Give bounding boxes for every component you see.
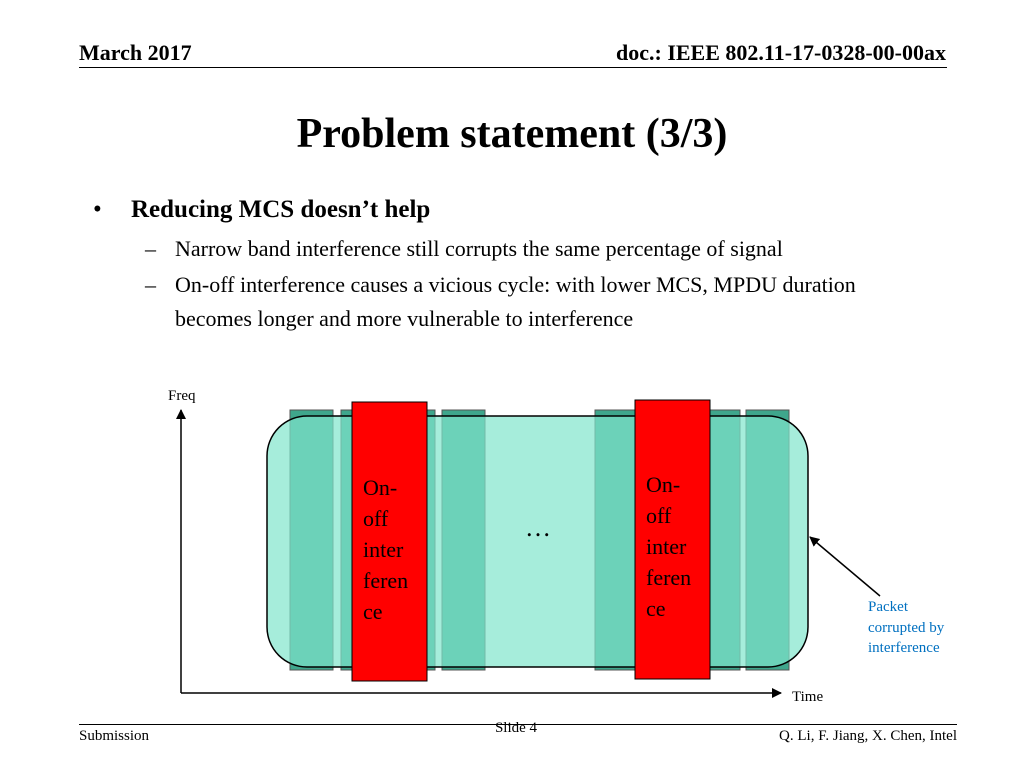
sub-bullet-on-off: On-off interference causes a vicious cycle: with lower MCS, MPDU duration becomes longer and more vulnerable to interference xyxy=(175,272,856,331)
ellipsis: … xyxy=(525,513,551,542)
interference-label-2: On- off inter feren ce xyxy=(646,472,692,621)
bullet-reducing-mcs: Reducing MCS doesn’t help xyxy=(131,196,431,223)
sub-bullet-narrow-band: Narrow band interference still corrupts the same percentage of signal xyxy=(175,236,783,261)
footer-submission: Submission xyxy=(79,728,150,744)
time-axis-label: Time xyxy=(792,689,824,705)
sub-bullet-dash: – xyxy=(145,236,156,261)
slide-title: Problem statement (3/3) xyxy=(296,111,728,157)
footer-authors: Q. Li, F. Jiang, X. Chen, Intel xyxy=(779,728,957,744)
interference-label-1: On- off inter feren ce xyxy=(363,475,409,624)
packet-corrupted-note: Packet corrupted by interference xyxy=(868,599,945,656)
slide-number: Slide 4 xyxy=(494,720,538,736)
header-doc-id: doc.: IEEE 802.11-17-0328-00-00ax xyxy=(616,40,946,65)
sub-bullet-dash: – xyxy=(145,272,156,297)
bullet-marker: • xyxy=(93,196,102,223)
freq-axis-label: Freq xyxy=(168,388,196,404)
header-date: March 2017 xyxy=(79,40,192,65)
annotation-arrow xyxy=(810,537,880,596)
